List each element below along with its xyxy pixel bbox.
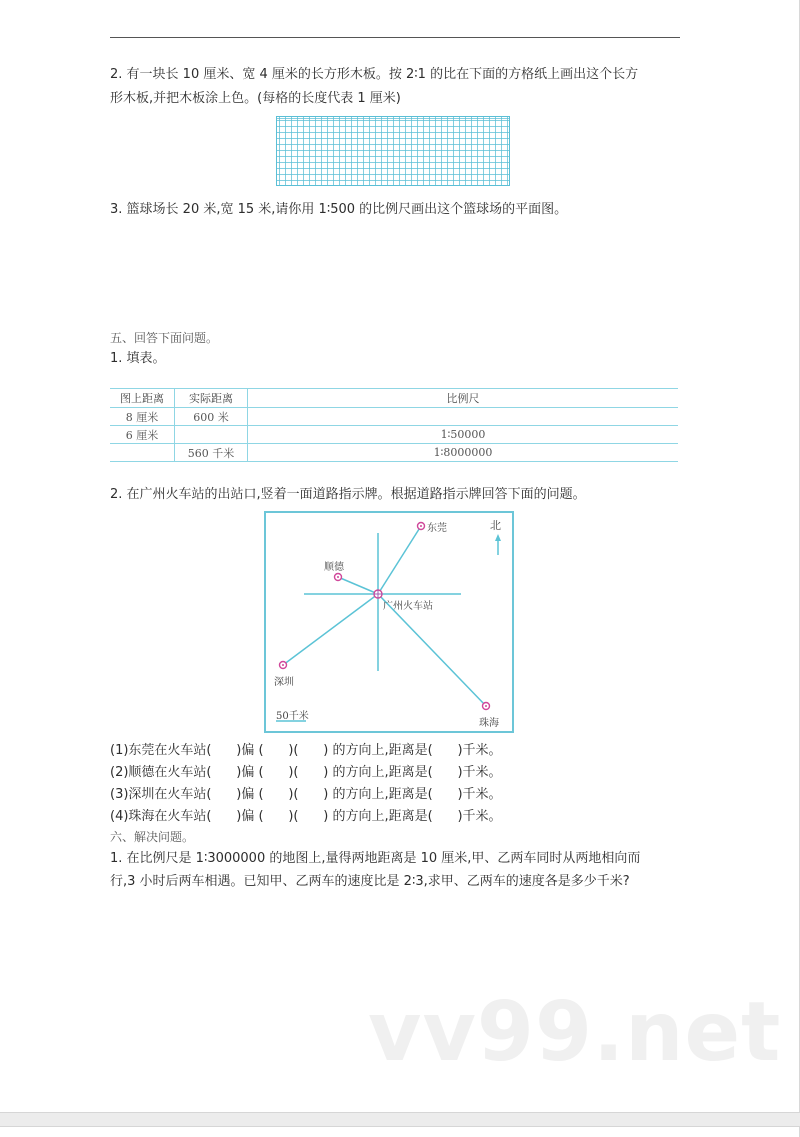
place-shunde: 顺德 xyxy=(324,562,344,573)
table-cell: 8 厘米 xyxy=(110,408,175,426)
watermark: vv99.net xyxy=(368,985,782,1080)
map-question-2: (2)顺德在火车站( )偏 ( )( ) 的方向上,距离是( )千米。 xyxy=(110,765,502,780)
table-cell-blank[interactable] xyxy=(248,408,679,426)
section6-q1-line1: 1. 在比例尺是 1∶3000000 的地图上,量得两地距离是 10 厘米,甲、乙两车同时从两地相向而 xyxy=(110,851,641,866)
table-cell-blank[interactable] xyxy=(175,426,248,444)
section5-q2-title: 2. 在广州火车站的出站口,竖着一面道路指示牌。根据道路指示牌回答下面的问题。 xyxy=(110,487,586,502)
section5-q1-title: 1. 填表。 xyxy=(110,351,166,366)
grid-paper[interactable] xyxy=(276,116,510,186)
table-header-row xyxy=(110,389,678,408)
section5-title: 五、回答下面问题。 xyxy=(110,331,219,345)
q2-board-line2: 形木板,并把木板涂上色。(每格的长度代表 1 厘米) xyxy=(110,91,401,106)
table-cell-blank[interactable] xyxy=(110,444,175,462)
table-cell: 560 千米 xyxy=(175,444,248,462)
section6-q1-line2: 行,3 小时后两车相遇。已知甲、乙两车的速度比是 2∶3,求甲、乙两车的速度各是多少千米? xyxy=(110,874,630,889)
place-guangzhou-station: 广州火车站 xyxy=(383,601,433,612)
table-cell: 1∶8000000 xyxy=(248,444,679,462)
table-row xyxy=(110,426,678,444)
map-question-1: (1)东莞在火车站( )偏 ( )( ) 的方向上,距离是( )千米。 xyxy=(110,743,502,758)
table-header: 比例尺 xyxy=(248,389,679,408)
table-cell: 600 米 xyxy=(175,408,248,426)
map-drawing xyxy=(266,513,516,735)
road-sign-map xyxy=(264,511,514,733)
table-row xyxy=(110,408,678,426)
q2-board-line1: 2. 有一块长 10 厘米、宽 4 厘米的长方形木板。按 2∶1 的比在下面的方格纸上画出这个长方 xyxy=(110,67,639,82)
map-question-3: (3)深圳在火车站( )偏 ( )( ) 的方向上,距离是( )千米。 xyxy=(110,787,502,802)
table-header: 图上距离 xyxy=(110,389,175,408)
table-cell: 1∶50000 xyxy=(248,426,679,444)
table-row xyxy=(110,444,678,462)
table-cell: 6 厘米 xyxy=(110,426,175,444)
page-separator-bar xyxy=(0,1112,800,1127)
place-dongguan: 东莞 xyxy=(427,523,447,534)
table-header: 实际距离 xyxy=(175,389,248,408)
place-zhuhai: 珠海 xyxy=(479,718,499,729)
scale-bar-label: 50千米 xyxy=(276,711,309,722)
scale-table xyxy=(110,388,678,462)
place-shenzhen: 深圳 xyxy=(274,677,294,688)
north-label: 北 xyxy=(490,519,501,532)
section6-title: 六、解决问题。 xyxy=(110,830,195,844)
map-question-4: (4)珠海在火车站( )偏 ( )( ) 的方向上,距离是( )千米。 xyxy=(110,809,502,824)
q3-court-text: 3. 篮球场长 20 米,宽 15 米,请你用 1∶500 的比例尺画出这个篮球场的平面图。 xyxy=(110,202,568,217)
top-rule xyxy=(110,37,680,38)
